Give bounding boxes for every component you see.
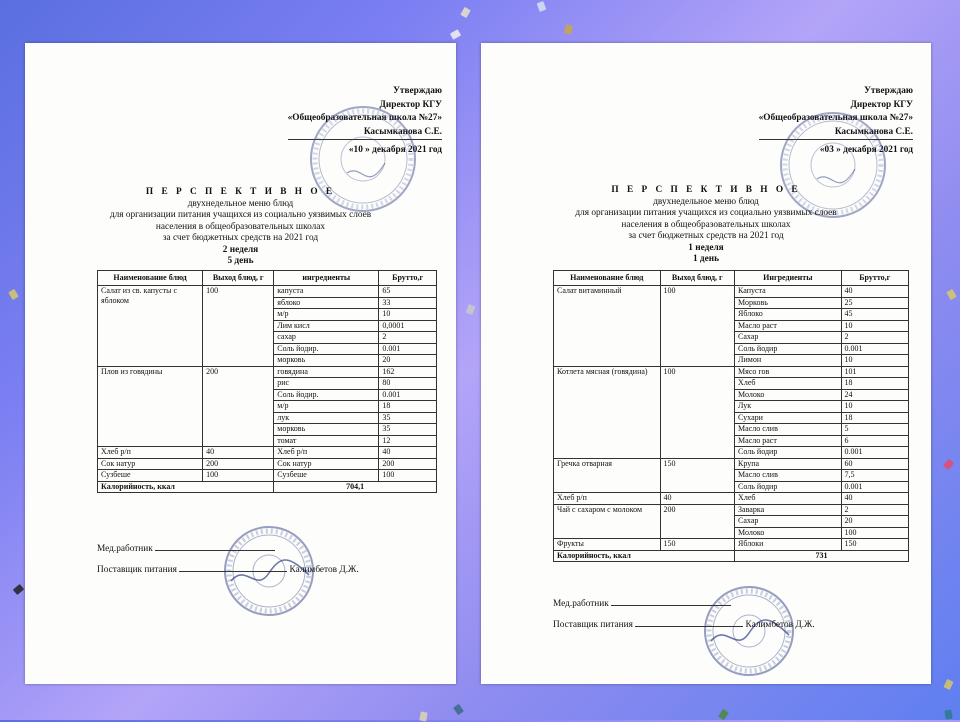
gross-weight-cell: 6 [841,435,908,447]
ingredient-cell: Хлеб [735,378,842,390]
portion-cell: 150 [660,458,735,493]
table-row [98,366,437,378]
portion-cell: 100 [203,286,274,367]
ingredient-cell: Сахар [735,516,842,528]
gross-weight-cell: 10 [841,320,908,332]
portion-cell: 200 [660,504,735,539]
ingredient-cell: Заварка [735,504,842,516]
gross-weight-cell: 162 [379,366,437,378]
calories-label: Калорийность, ккал [98,481,274,493]
dish-name-cell: Салат витаминный [554,286,661,367]
gross-weight-cell: 20 [841,516,908,528]
dish-name-cell: Гречка отварная [554,458,661,493]
document-title: П Е Р С П Е К Т И В Н О Е [611,185,801,195]
gross-weight-cell: 65 [379,286,437,298]
ingredient-cell: Лук [735,401,842,413]
ingredient-cell: Крупа [735,458,842,470]
gross-weight-cell: 20 [379,355,437,367]
medic-label: Мед.работник [97,544,153,554]
gross-weight-cell: 101 [841,366,908,378]
confetti-piece [8,289,19,300]
gross-weight-cell: 0.001 [841,481,908,493]
supplier-name: Калимбетов Д.Ж. [289,565,359,575]
gross-weight-cell: 10 [379,309,437,321]
approval-line-2: Директор КГУ [850,99,913,110]
ingredient-cell: Мясо гов [735,366,842,378]
gross-weight-cell: 200 [379,458,437,470]
gross-weight-cell: 35 [379,412,437,424]
ingredient-cell: Сухари [735,412,842,424]
column-header: Наименование блюд [554,271,661,286]
confetti-piece [943,679,953,690]
gross-weight-cell: 40 [379,447,437,459]
confetti-piece [537,1,547,12]
dish-name-cell: Плов из говядины [98,366,203,447]
column-header: Брутто,г [841,271,908,286]
ingredient-cell: Соль йодир. [274,343,379,355]
table-header-row [98,271,437,286]
ingredient-cell: Масло слив [735,470,842,482]
ingredient-cell: говядина [274,366,379,378]
portion-cell: 40 [203,447,274,459]
ingredient-cell: м/р [274,401,379,413]
approval-block [288,85,442,158]
signature-footer [553,598,815,632]
dish-name-cell: Сузбеше [98,470,203,482]
day-label: 5 день [227,256,254,266]
table-row [554,504,909,516]
approval-date: «10 » декабря 2021 год [348,145,442,155]
heading-line-2: двухнедельное меню блюд [653,196,759,207]
dish-name-cell: Фрукты [554,539,661,551]
approval-line-1: Утверждаю [393,86,442,96]
gross-weight-cell: 0.001 [379,343,437,355]
ingredient-cell: рис [274,378,379,390]
gross-weight-cell: 0.001 [379,389,437,401]
menu-document-page-right [481,43,931,684]
approval-line-3: «Общеобразовательная школа №27» [758,113,913,123]
portion-cell: 150 [660,539,735,551]
dish-name-cell: Сок натур [98,458,203,470]
gross-weight-cell: 60 [841,458,908,470]
ingredient-cell: Лимон [735,355,842,367]
table-row [554,366,909,378]
gross-weight-cell: 0,0001 [379,320,437,332]
gross-weight-cell: 2 [841,504,908,516]
gross-weight-cell: 0.001 [841,343,908,355]
confetti-piece [946,289,957,300]
confetti-piece [943,459,954,470]
heading-line-4: населения в общеобразовательных школах [155,221,326,232]
gross-weight-cell: 18 [841,378,908,390]
confetti-piece [453,704,464,715]
calories-value: 704,1 [274,481,437,493]
ingredient-cell: яблоко [274,297,379,309]
column-header: Ингредиенты [735,271,842,286]
week-label: 2 неделя [222,244,259,255]
menu-table [553,270,909,562]
gross-weight-cell: 40 [841,493,908,505]
ingredient-cell: Соль йодир [735,343,842,355]
confetti-piece [450,29,461,40]
gross-weight-cell: 18 [379,401,437,413]
menu-document-page-left [25,43,456,684]
calories-value: 731 [735,550,909,562]
gross-weight-cell: 100 [379,470,437,482]
total-row [554,550,909,562]
gross-weight-cell: 2 [841,332,908,344]
approval-line-2: Директор КГУ [379,99,442,110]
table-row [98,286,437,298]
column-header: Выход блюд, г [203,271,274,286]
ingredient-cell: Соль йодир [735,447,842,459]
medic-label: Мед.работник [553,599,609,609]
gross-weight-cell: 18 [841,412,908,424]
approval-line-1: Утверждаю [864,86,913,96]
ingredient-cell: лук [274,412,379,424]
gross-weight-cell: 0.001 [841,447,908,459]
approval-block [759,85,913,158]
confetti-piece [466,304,476,315]
gross-weight-cell: 40 [841,286,908,298]
ingredient-cell: Масло раст [735,320,842,332]
approval-director-name: Касымканова С.Е. [759,126,913,141]
ingredient-cell: м/р [274,309,379,321]
table-row [98,458,437,470]
signature-footer [97,543,359,577]
gross-weight-cell: 24 [841,389,908,401]
confetti-piece [419,711,427,721]
medic-signature-line [155,550,275,551]
ingredient-cell: Сузбеше [274,470,379,482]
heading-line-3: для организации питания учащихся из социально уязвимых слоев [575,208,837,218]
ingredient-cell: Масло слив [735,424,842,436]
dish-name-cell: Хлеб р/п [98,447,203,459]
portion-cell: 40 [660,493,735,505]
menu-heading [481,185,931,266]
confetti-piece [944,709,952,719]
gross-weight-cell: 25 [841,297,908,309]
supplier-signature-line [635,626,743,627]
gross-weight-cell: 12 [379,435,437,447]
gross-weight-cell: 80 [379,378,437,390]
table-row [98,447,437,459]
ingredient-cell: морковь [274,355,379,367]
approval-date: «03 » декабря 2021 год [819,145,913,155]
gross-weight-cell: 33 [379,297,437,309]
ingredient-cell: Сок натур [274,458,379,470]
dish-name-cell: Котлета мясная (говядина) [554,366,661,458]
gross-weight-cell: 35 [379,424,437,436]
gross-weight-cell: 150 [841,539,908,551]
column-header: Выход блюд, г [660,271,735,286]
supplier-signature-line [179,571,287,572]
total-row [98,481,437,493]
portion-cell: 100 [660,286,735,367]
supplier-label: Поставщик питания [553,620,633,630]
dish-name-cell: Чай с сахаром с молоком [554,504,661,539]
document-title: П Е Р С П Е К Т И В Н О Е [145,187,336,197]
medic-signature-line [611,605,731,606]
ingredient-cell: Хлеб р/п [274,447,379,459]
table-row [98,470,437,482]
ingredient-cell: Сахар [735,332,842,344]
week-label: 1 неделя [688,242,724,253]
ingredient-cell: Морковь [735,297,842,309]
menu-table [97,270,437,493]
ingredient-cell: Капуста [735,286,842,298]
ingredient-cell: Яблоки [735,539,842,551]
gross-weight-cell: 10 [841,355,908,367]
column-header: Наименование блюд [98,271,203,286]
ingredient-cell: капуста [274,286,379,298]
confetti-piece [718,709,729,720]
supplier-label: Поставщик питания [97,565,177,575]
gross-weight-cell: 10 [841,401,908,413]
ingredient-cell: сахар [274,332,379,344]
heading-line-3: для организации питания учащихся из социально уязвимых слоев [109,210,372,220]
ingredient-cell: томат [274,435,379,447]
portion-cell: 200 [203,458,274,470]
calories-label: Калорийность, ккал [554,550,735,562]
column-header: Брутто,г [379,271,437,286]
gross-weight-cell: 45 [841,309,908,321]
table-row [554,286,909,298]
table-header-row [554,271,909,286]
supplier-name: Калимбетов Д.Ж. [745,620,815,630]
confetti-piece [460,7,471,18]
table-row [554,458,909,470]
portion-cell: 200 [203,366,274,447]
heading-line-2: двухнедельное меню блюд [187,198,294,209]
gross-weight-cell: 7,5 [841,470,908,482]
ingredient-cell: Молоко [735,389,842,401]
ingredient-cell: Молоко [735,527,842,539]
ingredient-cell: Масло раст [735,435,842,447]
confetti-piece [564,24,573,35]
gross-weight-cell: 2 [379,332,437,344]
approval-director-name: Касымканова С.Е. [288,126,442,141]
ingredient-cell: морковь [274,424,379,436]
dish-name-cell: Хлеб р/п [554,493,661,505]
ingredient-cell: Соль йодир. [274,389,379,401]
gross-weight-cell: 5 [841,424,908,436]
heading-line-5: за счет бюджетных средств на 2021 год [628,231,784,241]
column-header: ингредиенты [274,271,379,286]
ingredient-cell: Яблоко [735,309,842,321]
heading-line-5: за счет бюджетных средств на 2021 год [162,233,319,243]
ingredient-cell: Соль йодир [735,481,842,493]
heading-line-4: населения в общеобразовательных школах [621,219,791,230]
confetti-piece [13,584,24,595]
ingredient-cell: Лим кисл [274,320,379,332]
portion-cell: 100 [203,470,274,482]
table-row [554,539,909,551]
approval-line-3: «Общеобразовательная школа №27» [287,113,442,123]
ingredient-cell: Хлеб [735,493,842,505]
dish-name-cell: Салат из св. капусты с яблоком [98,286,203,367]
table-row [554,493,909,505]
menu-heading [25,187,456,268]
gross-weight-cell: 100 [841,527,908,539]
portion-cell: 100 [660,366,735,458]
day-label: 1 день [692,254,720,264]
